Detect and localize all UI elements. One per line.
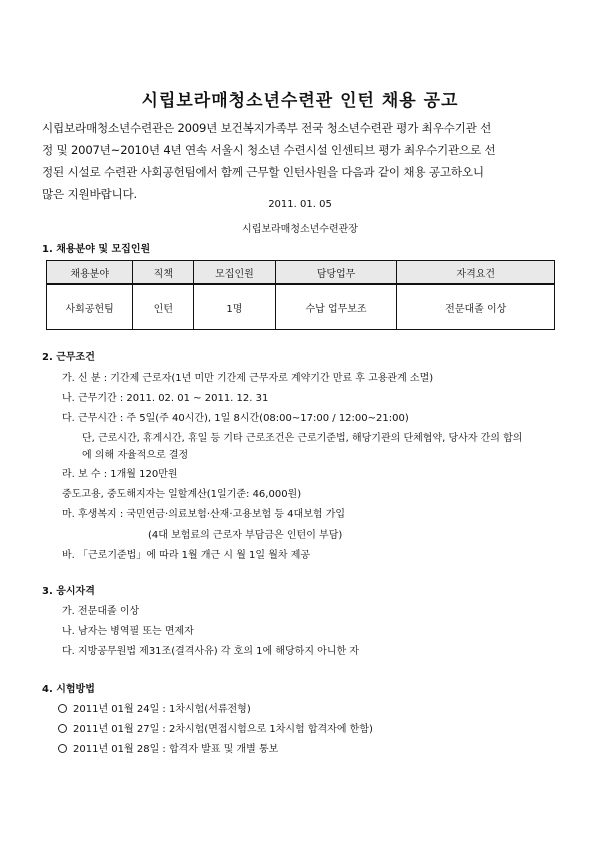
table-cell: 1명: [194, 284, 275, 330]
condition-line: 다. 근무시간 : 주 5일(주 40시간), 1일 8시간(08:00~17:00 / 12:00~21:00): [62, 413, 409, 424]
table-header-cell: 담당업무: [275, 261, 397, 285]
table-cell: 수납 업무보조: [275, 284, 397, 330]
condition-line: 에 의해 자율적으로 결정: [82, 450, 189, 461]
issuer-name: 시립보라매청소년수련관장: [242, 224, 358, 235]
condition-line: 라. 보 수 : 1개월 120만원: [62, 469, 178, 480]
page-title: 시립보라매청소년수련관 인턴 채용 공고: [141, 91, 459, 111]
section1-heading: 1. 채용분야 및 모집인원: [42, 244, 151, 255]
schedule-line: [58, 740, 278, 755]
section3-heading: 3. 응시자격: [42, 586, 95, 597]
condition-line: (4대 보험료의 근로자 부담금은 인턴이 부담): [148, 530, 343, 541]
schedule-line: [58, 700, 251, 715]
table-header-cell: 직책: [133, 261, 194, 285]
table-cell: 사회공헌팀: [47, 284, 133, 330]
circle-bullet-icon: [58, 744, 67, 753]
schedule-line: [58, 720, 373, 735]
section2-heading: 2. 근무조건: [42, 352, 95, 363]
schedule-text: 2011년 01월 24일 : 1차시험(서류전형): [73, 704, 251, 715]
recruitment-table: [46, 260, 555, 330]
table-header-cell: 채용분야: [47, 261, 133, 285]
condition-line: 단, 근로시간, 휴게시간, 휴일 등 기타 근로조건은 근로기준법, 해당기관의 단체협약, 당사자 간의 합의: [82, 433, 523, 444]
table-header-row: [47, 261, 555, 285]
condition-line: 나. 근무기간 : 2011. 02. 01 ~ 2011. 12. 31: [62, 393, 269, 404]
intro-paragraph: [42, 117, 567, 205]
section4-heading: 4. 시험방법: [42, 684, 95, 695]
schedule-text: 2011년 01월 28일 : 합격자 발표 및 개별 통보: [73, 744, 279, 755]
condition-line: 마. 후생복지 : 국민연금·의료보험·산재·고용보험 등 4대보험 가입: [62, 509, 346, 520]
qualification-line: 가. 전문대졸 이상: [62, 606, 140, 617]
qualification-line: 나. 남자는 병역필 또는 면제자: [62, 626, 194, 637]
intro-line: 정 및 2007년~2010년 4년 연속 서울시 청소년 수련시설 인센티브 평가 최우수기관으로 선: [42, 143, 496, 157]
qualification-line: 다. 지방공무원법 제31조(결격사유) 각 호의 1에 해당하지 아니한 자: [62, 646, 359, 657]
table-cell: 전문대졸 이상: [397, 284, 555, 330]
table-header-cell: 모집인원: [194, 261, 275, 285]
table-row: [47, 284, 555, 330]
intro-line: 정된 시설로 수련관 사회공헌팀에서 함께 근무할 인턴사원을 다음과 같이 채용 공고하오니: [42, 165, 484, 179]
intro-line: 시립보라매청소년수련관은 2009년 보건복지가족부 전국 청소년수련관 평가 최우수기관 선: [42, 121, 492, 135]
condition-line: 바. 「근로기준법」에 따라 1월 개근 시 월 1일 월차 제공: [62, 550, 311, 561]
table-header-cell: 자격요건: [397, 261, 555, 285]
circle-bullet-icon: [58, 724, 67, 733]
notice-date: 2011. 01. 05: [268, 199, 332, 210]
circle-bullet-icon: [58, 704, 67, 713]
intro-line: 많은 지원바랍니다.: [42, 187, 137, 201]
condition-line: 중도고용, 중도해지자는 일할계산(1일기준: 46,000원): [62, 489, 302, 500]
condition-line: 가. 신 분 : 기간제 근로자(1년 미만 기간제 근무자로 계약기간 만료 후 고용관계 소멸): [62, 373, 434, 384]
schedule-text: 2011년 01월 27일 : 2차시험(면접시험으로 1차시험 합격자에 한함): [73, 724, 373, 735]
table-cell: 인턴: [133, 284, 194, 330]
